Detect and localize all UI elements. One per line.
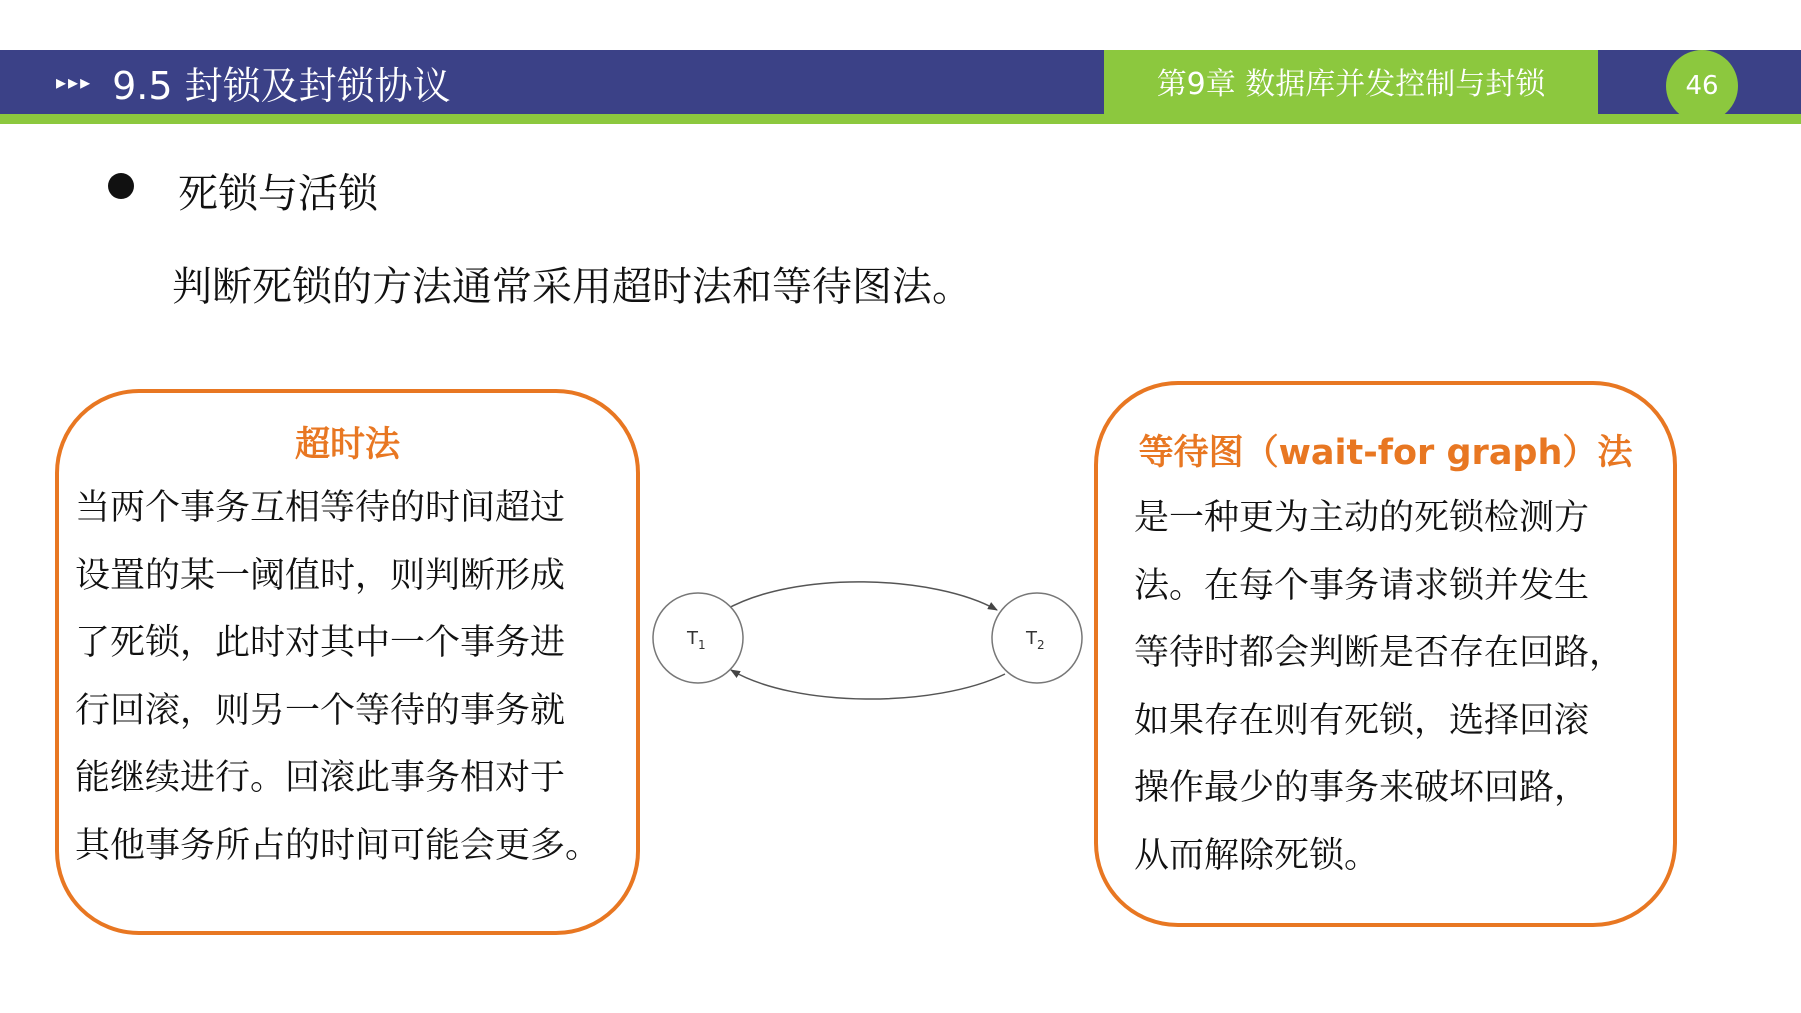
wait-for-graph-svg — [645, 580, 1090, 700]
card-line: 能继续进行。回滚此事务相对于 — [75, 758, 566, 798]
triple-arrow-icon: ▸▸▸ — [56, 70, 93, 94]
edge-t2-to-t1 — [731, 670, 1005, 699]
card-line: 行回滚，则另一个等待的事务就 — [75, 690, 566, 731]
card-line: 设置的某一阈值时，则判断形成 — [75, 555, 566, 596]
intro-text: 判断死锁的方法通常采用超时法和等待图法。 — [172, 264, 972, 310]
card-title: 等待图（wait-for graph）法 — [1138, 433, 1633, 473]
wait-for-graph — [645, 580, 1090, 700]
chapter-label-text: 第9章 数据库并发控制与封锁 — [1156, 67, 1546, 102]
card-body — [75, 475, 635, 880]
card-line: 是一种更为主动的死锁检测方 — [1134, 498, 1590, 538]
chapter-label — [1104, 50, 1598, 124]
section-title — [56, 50, 451, 114]
page-number: 46 — [1685, 71, 1719, 101]
card-line: 如果存在则有死锁，选择回滚 — [1134, 700, 1590, 741]
card-line: 从而解除死锁。 — [1134, 835, 1380, 876]
card-line: 其他事务所占的时间可能会更多。 — [75, 825, 601, 866]
bullet-title: 死锁与活锁 — [178, 171, 378, 217]
card-line: 等待时都会判断是否存在回路， — [1134, 633, 1625, 673]
bullet-dot — [108, 173, 134, 199]
card-line: 当两个事务互相等待的时间超过 — [75, 488, 566, 528]
wait-for-graph-card — [1094, 381, 1677, 927]
card-body — [1134, 485, 1664, 890]
node-t2-label: $T_2$ — [1026, 628, 1045, 652]
section-title-text: 9.5 封锁及封锁协议 — [112, 63, 451, 108]
timeout-method-card — [55, 389, 640, 935]
card-line: 操作最少的事务来破坏回路， — [1134, 768, 1590, 808]
card-title: 超时法 — [294, 425, 400, 465]
page-number-badge — [1666, 50, 1738, 122]
node-t1-label: $T_1$ — [687, 628, 706, 652]
card-line: 法。在每个事务请求锁并发生 — [1134, 565, 1590, 606]
edge-t1-to-t2 — [725, 582, 997, 610]
card-line: 了死锁，此时对其中一个事务进 — [75, 623, 566, 663]
